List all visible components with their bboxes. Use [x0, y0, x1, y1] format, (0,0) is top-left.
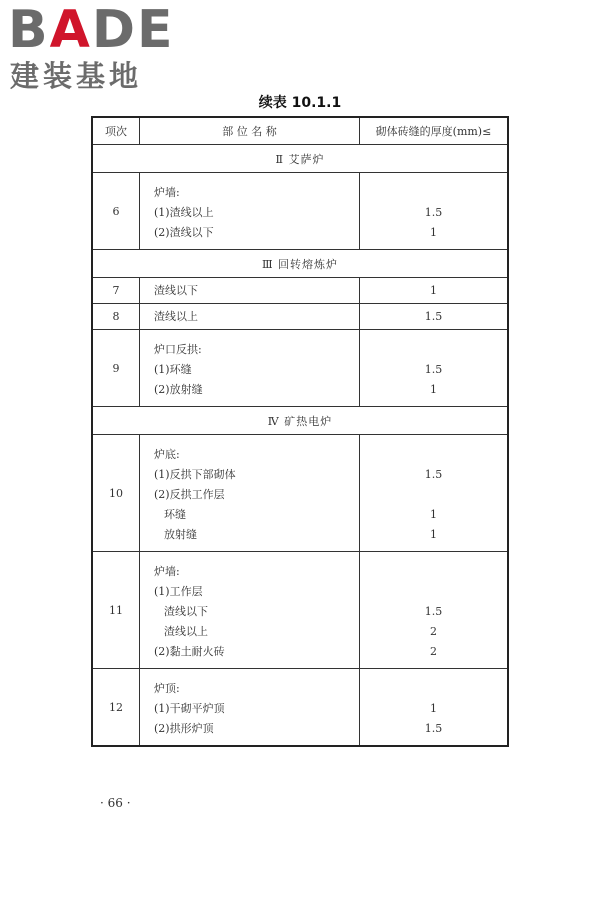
- table-row: [92, 552, 508, 669]
- part-name-line: 渣线以下: [164, 605, 208, 618]
- table-row: [92, 435, 508, 552]
- part-name-line: (1)环缝: [154, 363, 192, 376]
- thickness-value: [360, 340, 507, 360]
- table-row: [92, 330, 508, 407]
- thickness-value: 1: [430, 226, 437, 239]
- part-name-line: (1)工作层: [154, 585, 203, 598]
- part-name-line: (2)反拱工作层: [154, 488, 225, 501]
- part-name-line: (1)反拱下部砌体: [154, 468, 236, 481]
- part-name-line: (1)渣线以上: [154, 206, 214, 219]
- part-name-line: 炉口反拱:: [154, 343, 202, 356]
- item-number: 6: [92, 173, 140, 250]
- thickness-value: 1.5: [424, 722, 443, 735]
- table-row: [92, 304, 508, 330]
- thickness-value: [360, 582, 507, 602]
- part-name-cell: [140, 669, 360, 747]
- part-name-line: (2)放射缝: [154, 383, 203, 396]
- thickness-value: 1.5: [424, 605, 443, 618]
- thickness-value: [360, 485, 507, 505]
- table-header-row: [92, 117, 508, 145]
- item-number: 9: [92, 330, 140, 407]
- table-title: 续表 10.1.1: [258, 95, 342, 111]
- section-heading: Ⅳ 矿热电炉: [92, 407, 508, 435]
- joint-thickness-cell: [360, 435, 509, 552]
- thickness-value: 1.5: [424, 468, 443, 481]
- thickness-value: 1: [430, 528, 437, 541]
- joint-thickness-cell: [360, 552, 509, 669]
- table-row: [92, 173, 508, 250]
- logo-letter-a: A: [49, 0, 92, 60]
- joint-thickness-cell: [360, 173, 509, 250]
- logo-wordmark: [8, 0, 175, 60]
- thickness-value: [360, 562, 507, 582]
- thickness-value: [360, 679, 507, 699]
- joint-thickness-table: [91, 116, 509, 747]
- part-name-line: (2)拱形炉顶: [154, 722, 214, 735]
- item-number: 8: [92, 304, 140, 330]
- part-name-cell: [140, 330, 360, 407]
- part-name-line: 炉墙:: [154, 565, 180, 578]
- thickness-value: 1: [430, 283, 437, 297]
- thickness-value: [360, 183, 507, 203]
- page-number: · 66 ·: [100, 796, 131, 810]
- header-item-no: 项次: [92, 117, 140, 145]
- thickness-value: 1.5: [424, 309, 443, 323]
- part-name-cell: [140, 552, 360, 669]
- thickness-value: [360, 445, 507, 465]
- thickness-value: 1.5: [424, 363, 443, 376]
- logo-letters-de: DE: [91, 0, 175, 60]
- section-heading: Ⅱ 艾萨炉: [92, 145, 508, 173]
- part-name-cell: [140, 173, 360, 250]
- joint-thickness-cell: [360, 278, 509, 304]
- thickness-value: 1: [430, 383, 437, 396]
- part-name-cell: [140, 278, 360, 304]
- part-name-line: 环缝: [164, 508, 186, 521]
- brand-logo: [8, 0, 178, 96]
- item-number: 12: [92, 669, 140, 747]
- part-name-line: 渣线以上: [154, 309, 198, 323]
- thickness-value: 2: [430, 645, 437, 658]
- thickness-value: 1: [430, 508, 437, 521]
- header-part-name: 部 位 名 称: [140, 117, 360, 145]
- section-heading-row: [92, 145, 508, 173]
- part-name-line: (2)黏土耐火砖: [154, 645, 225, 658]
- logo-letter-b: B: [8, 0, 50, 60]
- section-heading-row: [92, 250, 508, 278]
- part-name-line: (2)渣线以下: [154, 226, 214, 239]
- joint-thickness-cell: [360, 330, 509, 407]
- part-name-line: 炉底:: [154, 448, 180, 461]
- table-row: [92, 669, 508, 747]
- part-name-line: 渣线以下: [154, 283, 198, 297]
- thickness-value: 2: [430, 625, 437, 638]
- table-row: [92, 278, 508, 304]
- part-name-line: 炉顶:: [154, 682, 180, 695]
- part-name-cell: [140, 435, 360, 552]
- item-number: 10: [92, 435, 140, 552]
- thickness-value: 1: [430, 702, 437, 715]
- logo-subtitle: 建装基地: [10, 59, 143, 93]
- section-heading: Ⅲ 回转熔炼炉: [92, 250, 508, 278]
- thickness-value: 1.5: [424, 206, 443, 219]
- part-name-line: (1)干砌平炉顶: [154, 702, 225, 715]
- table-body: [92, 145, 508, 747]
- item-number: 11: [92, 552, 140, 669]
- header-joint-thickness: 砌体砖缝的厚度(mm)≤: [360, 117, 509, 145]
- part-name-line: 放射缝: [164, 528, 197, 541]
- joint-thickness-cell: [360, 304, 509, 330]
- joint-thickness-cell: [360, 669, 509, 747]
- part-name-cell: [140, 304, 360, 330]
- item-number: 7: [92, 278, 140, 304]
- section-heading-row: [92, 407, 508, 435]
- part-name-line: 渣线以上: [164, 625, 208, 638]
- part-name-line: 炉墙:: [154, 186, 180, 199]
